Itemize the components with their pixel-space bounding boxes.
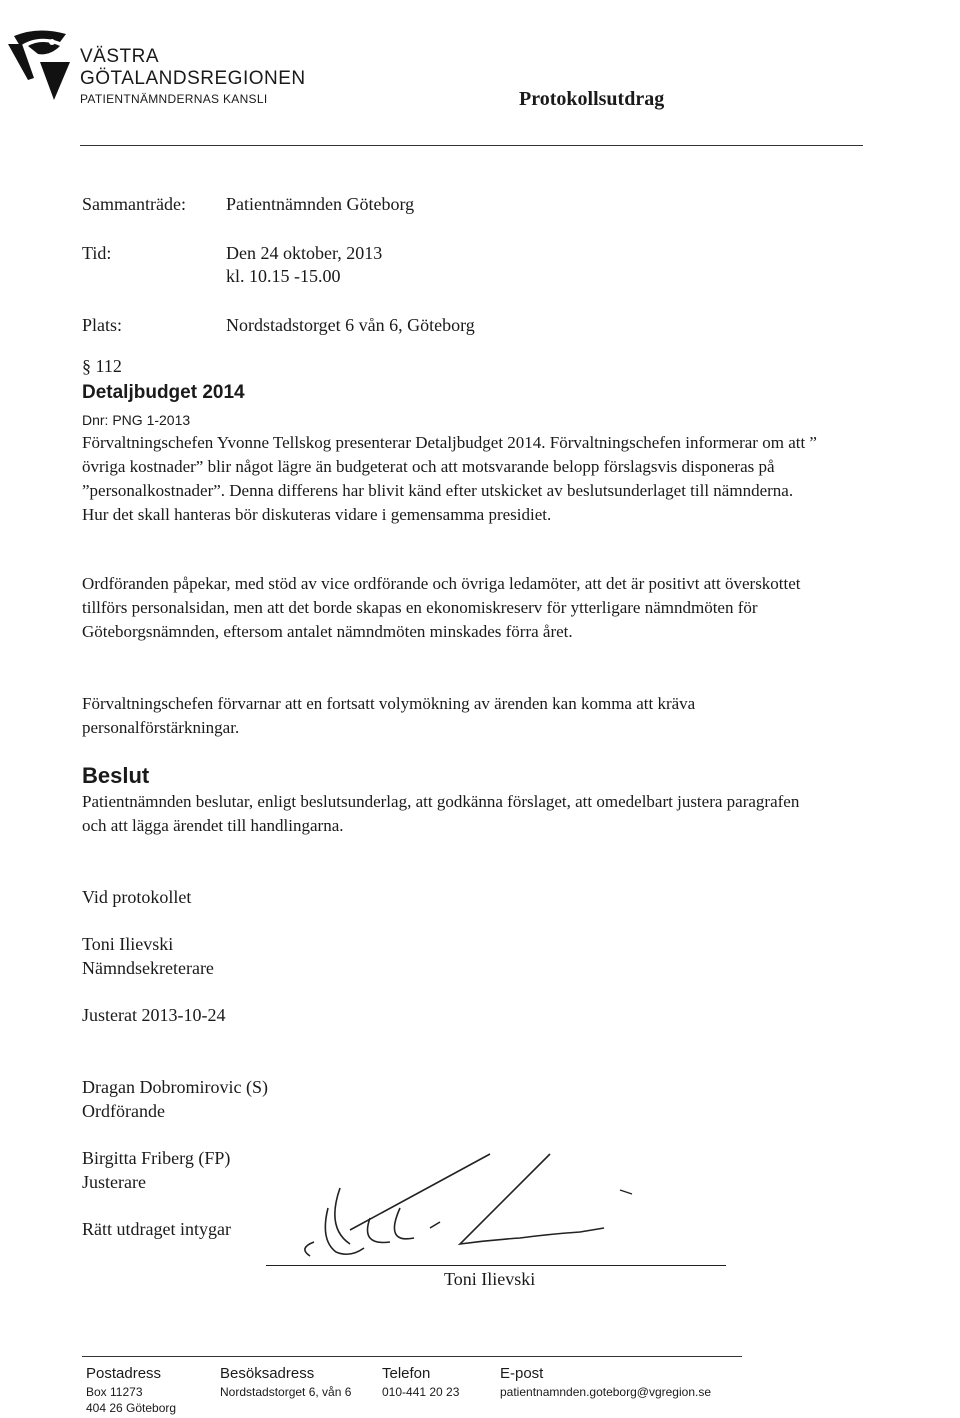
adjuster-role: Justerare	[82, 1172, 146, 1192]
footer-postal-line1: Box 11273	[86, 1385, 143, 1399]
footer-email-value: patientnamnden.goteborg@vgregion.se	[500, 1385, 711, 1399]
meeting-label: Sammanträde:	[82, 194, 186, 214]
org-name-line1: VÄSTRA	[80, 46, 160, 67]
footer-email-label: E-post	[500, 1365, 544, 1382]
footer-visit-label: Besöksadress	[220, 1365, 315, 1382]
document-type: Protokollsutdrag	[519, 88, 665, 110]
section-paragraph-1: Förvaltningschefen Yvonne Tellskog presenterar Detaljbudget 2014. Förvaltningschefen informerar om att ” övriga kostnader” blir något lägre än budgeterat och att motsvarande belopp förslagsvis disponeras på ”personalkostnader”. Denna differens har blivit känd efter utskicket av beslutsunderlaget till nämnderna. Hur det skall hanteras bör diskuteras vidare i gemensamma presidiet.	[82, 433, 817, 524]
place-value: Nordstadstorget 6 vån 6, Göteborg	[226, 315, 475, 335]
org-department: PATIENTNÄMNDERNAS KANSLI	[80, 92, 268, 106]
adjuster-name: Birgitta Friberg (FP)	[82, 1148, 231, 1168]
section-number: § 112	[82, 356, 122, 376]
time-hours: kl. 10.15 -15.00	[226, 266, 341, 286]
footer-postal-label: Postadress	[86, 1365, 162, 1382]
header-divider	[80, 145, 863, 146]
footer-phone-label: Telefon	[382, 1365, 431, 1382]
place-label: Plats:	[82, 315, 123, 335]
certify-label: Rätt utdraget intygar	[82, 1219, 231, 1239]
vastra-gotalandsregionen-logo-icon	[4, 22, 74, 102]
footer-postal-line2: 404 26 Göteborg	[86, 1401, 177, 1415]
decision-heading: Beslut	[82, 763, 150, 788]
secretary-role: Nämndsekreterare	[82, 958, 214, 978]
footer-visit-value: Nordstadstorget 6, vån 6	[220, 1385, 352, 1399]
footer-divider	[82, 1356, 742, 1357]
time-date: Den 24 oktober, 2013	[226, 243, 383, 263]
secretary-name: Toni Ilievski	[82, 934, 174, 954]
justerat-date: Justerat 2013-10-24	[82, 1005, 226, 1025]
section-title: Detaljbudget 2014	[82, 382, 245, 403]
time-label: Tid:	[82, 243, 112, 263]
signature-line	[266, 1265, 726, 1266]
chair-name: Dragan Dobromirovic (S)	[82, 1077, 268, 1097]
org-name-line2: GÖTALANDSREGIONEN	[80, 68, 306, 89]
certifier-name: Toni Ilievski	[444, 1269, 536, 1289]
diary-number: Dnr: PNG 1-2013	[82, 412, 191, 428]
meeting-value: Patientnämnden Göteborg	[226, 194, 415, 214]
vid-protokollet: Vid protokollet	[82, 887, 192, 907]
footer-phone-value: 010-441 20 23	[382, 1385, 460, 1399]
handwritten-signature	[280, 1148, 680, 1268]
section-paragraph-2: Ordföranden påpekar, med stöd av vice ordförande och övriga ledamöter, att det är positivt att överskottet tillförs personalsidan, men att det borde skapas en ekonomiskreserv för ytterligare nämndmöten för Göteborgsnämnden, eftersom antalet nämndmöten minskades förra året.	[82, 574, 801, 641]
section-paragraph-3: Förvaltningschefen förvarnar att en fortsatt volymökning av ärenden kan komma att kräva personalförstärkningar.	[82, 694, 696, 737]
decision-text: Patientnämnden beslutar, enligt beslutsunderlag, att godkänna förslaget, att omedelbart justera paragrafen och att lägga ärendet till handlingarna.	[82, 792, 800, 835]
chair-role: Ordförande	[82, 1101, 165, 1121]
